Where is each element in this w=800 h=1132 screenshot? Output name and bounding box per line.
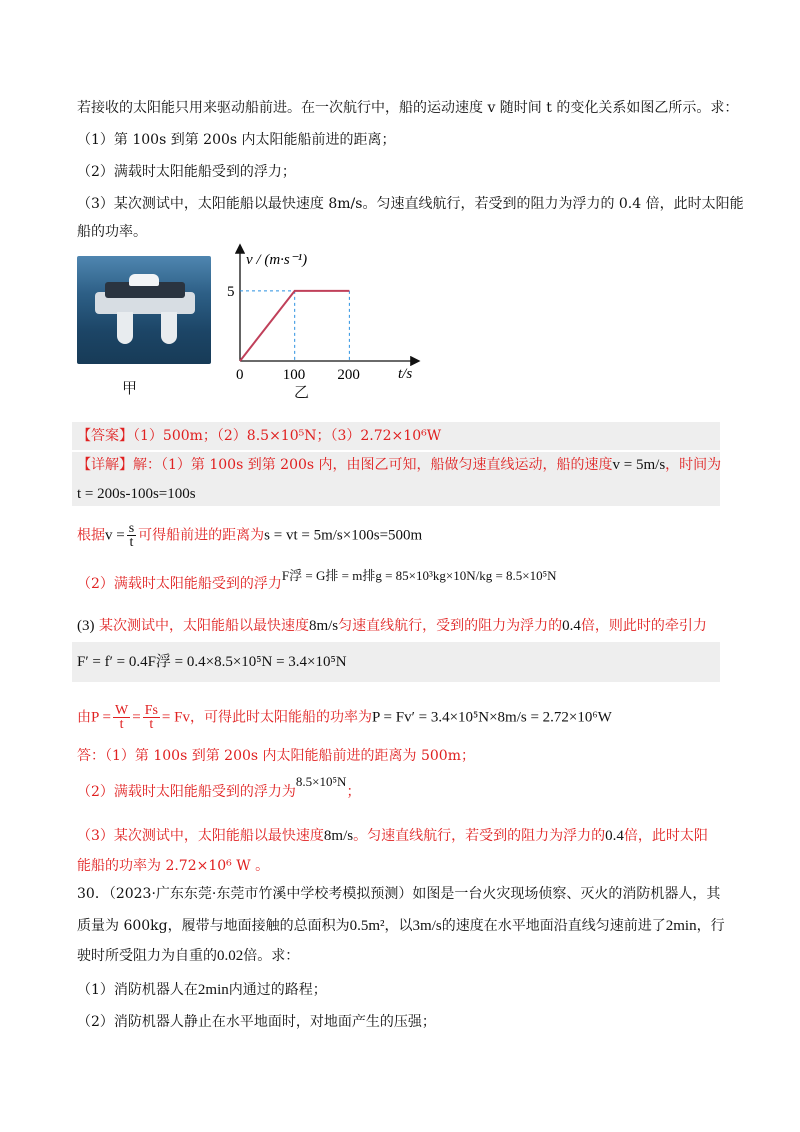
detail-line-4: （2）满载时太阳能船受到的浮力F浮 = G排 = m排g = 85×10³kg×10N/kg = 8.5×10⁵N xyxy=(77,568,557,592)
answer-summary-1: 答：（1）第 100s 到第 200s 内太阳能船前进的距离为 500m； xyxy=(77,748,475,764)
question-2: （2）满载时太阳能船受到的浮力； xyxy=(77,164,296,180)
solar-boat-photo xyxy=(77,256,211,364)
x-tick-label: 0 xyxy=(236,367,244,383)
answer-parts: （1）500m；（2）8.5×10⁵N；（3）2.72×10⁶W xyxy=(133,428,442,444)
x-axis-label: t/s xyxy=(398,366,413,382)
x-tick-label: 200 xyxy=(337,367,360,383)
q30-line-3: 驶时所受阻力为自重的0.02倍。求： xyxy=(77,948,300,964)
detail-line-2: t = 200s-100s=100s xyxy=(77,486,196,502)
detail-line-7: 由P = $\frac{W}{t}$ = $\frac{Fs}{t}$ = Fv，可得此时太阳能船的功率为P = Fv′ = 3.4×10⁵N×8m/s = 2.72×10⁶W xyxy=(77,703,612,732)
q30-line-5: （2）消防机器人静止在水平地面时，对地面产生的压强； xyxy=(77,1014,436,1030)
answer-summary-3: （3）某次测试中，太阳能船以最快速度8m/s。匀速直线航行，若受到的阻力为浮力的0.4倍，此时太阳 xyxy=(77,828,708,844)
question-3-cont: 船的功率。 xyxy=(77,224,147,240)
detail-line-1: 【详解】解：（1）第 100s 到第 200s 内，由图乙可知，船做匀速直线运动，船的速度v = 5m/s，时间为 xyxy=(77,457,722,473)
answer-line xyxy=(77,426,441,446)
answer-tag: 【答案】 xyxy=(77,428,133,444)
velocity-time-chart xyxy=(220,240,440,405)
q30-line-1: 30．（2023·广东东莞·东莞市竹溪中学校考模拟预测）如图是一台火灾现场侦察、灭火的消防机器人，其 xyxy=(77,886,721,902)
y-tick-label: 5 xyxy=(227,283,235,300)
q30-line-2: 质量为 600kg，履带与地面接触的总面积为0.5m²，以3m/s的速度在水平地面沿直线匀速前进了2min，行 xyxy=(77,918,725,934)
detail-line-6: F′ = f′ = 0.4F浮 = 0.4×8.5×10⁵N = 3.4×10⁵N xyxy=(77,654,347,670)
detail-tag: 【详解】 xyxy=(77,457,133,473)
detail-line-5: (3) 某次测试中，太阳能船以最快速度8m/s匀速直线航行，受到的阻力为浮力的0.4倍，则此时的牵引力 xyxy=(77,618,707,634)
question-1: （1）第 100s 到第 200s 内太阳能船前进的距离； xyxy=(77,132,396,148)
problem-intro: 若接收的太阳能只用来驱动船前进。在一次航行中，船的运动速度 v 随时间 t 的变化关系如图乙所示。求： xyxy=(77,100,739,116)
x-tick-label: 100 xyxy=(282,367,306,383)
answer-summary-2: （2）满载时太阳能船受到的浮力为8.5×10⁵N； xyxy=(77,774,361,800)
y-axis-label: v / (m·s⁻¹) xyxy=(246,252,308,268)
q30-line-4: （1）消防机器人在2min内通过的路程； xyxy=(77,982,327,998)
question-3: （3）某次测试中，太阳能船以最快速度 8m/s。匀速直线航行，若受到的阻力为浮力的 0.4 倍，此时太阳能 xyxy=(77,196,744,212)
series-line xyxy=(240,291,349,361)
figure-label-a: 甲 xyxy=(122,379,138,397)
detail-line-3: 根据v = $\frac{s}{t}$ 可得船前进的距离为s = vt = 5m/s×100s=500m xyxy=(77,521,423,550)
answer-summary-4: 能船的功率为 2.72×10⁶ W 。 xyxy=(77,858,270,874)
figure-label-b: 乙 xyxy=(294,383,310,401)
